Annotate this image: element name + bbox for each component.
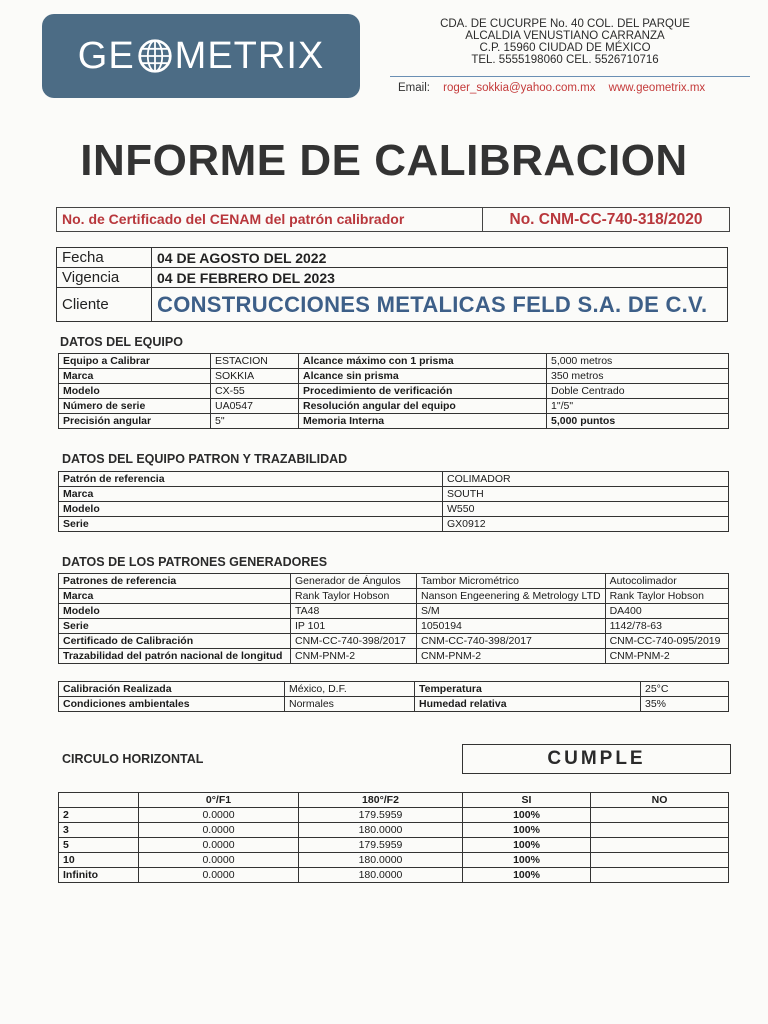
table-cell: CNM-CC-740-398/2017 [417,634,606,649]
table-cell: 5,000 puntos [547,414,729,429]
section-heading: DATOS DEL EQUIPO PATRON Y TRAZABILIDAD [62,452,348,466]
table-cell: México, D.F. [285,682,415,697]
globe-icon [137,38,173,74]
table-row [59,414,729,429]
table-cell: Nanson Engeenering & Metrology LTD [417,589,606,604]
table-cell: 0.0000 [139,868,299,883]
table-cell: Doble Centrado [547,384,729,399]
column-header: 180°/F2 [299,793,463,808]
table-cell: Trazabilidad del patrón nacional de longitud [59,649,291,664]
table-cell: Patrón de referencia [59,472,443,487]
table-cell: SOUTH [443,487,729,502]
address-line: CDA. DE CUCURPE No. 40 COL. DEL PARQUE [440,18,690,30]
table-cell: Autocolimador [605,574,728,589]
table-cell: Temperatura [415,682,641,697]
table-row [59,472,729,487]
client-info-table [56,247,728,322]
table-row [59,682,729,697]
table-cell: Equipo a Calibrar [59,354,211,369]
table-cell: 25°C [641,682,729,697]
table-cell: TA48 [291,604,417,619]
certificate-row [56,207,730,232]
table-cell: 1"/5" [547,399,729,414]
table-cell [591,853,729,868]
company-address [392,18,738,66]
table-cell: 5" [211,414,299,429]
table-cell: 100% [463,868,591,883]
table-row [59,369,729,384]
table-cell: COLIMADOR [443,472,729,487]
table-cell: Marca [59,369,211,384]
table-cell: SOKKIA [211,369,299,384]
table-cell [591,823,729,838]
email-label: Email: [398,82,430,94]
email-link[interactable]: roger_sokkia@yahoo.com.mx [443,82,596,94]
table-cell: 0.0000 [139,838,299,853]
table-row [59,399,729,414]
table-cell: 180.0000 [299,823,463,838]
table-cell: Modelo [59,502,443,517]
table-cell: Procedimiento de verificación [299,384,547,399]
address-line: TEL. 5555198060 CEL. 5526710716 [471,54,659,66]
header-divider [390,76,750,77]
fecha-label: Fecha [57,248,152,268]
table-cell: Serie [59,619,291,634]
table-cell: 179.5959 [299,838,463,853]
table-cell: 5 [59,838,139,853]
table-cell: CNM-CC-740-398/2017 [291,634,417,649]
table-cell: Tambor Micrométrico [417,574,606,589]
table-cell: Modelo [59,384,211,399]
table-cell: 179.5959 [299,808,463,823]
table-cell: Rank Taylor Hobson [291,589,417,604]
table-row [59,823,729,838]
section-heading: DATOS DEL EQUIPO [60,335,183,349]
table-cell: Alcance sin prisma [299,369,547,384]
table-cell: CNM-CC-740-095/2019 [605,634,728,649]
table-row [59,619,729,634]
table-cell: Modelo [59,604,291,619]
table-row [59,808,729,823]
table-cell: CNM-PNM-2 [417,649,606,664]
fecha-value: 04 DE AGOSTO DEL 2022 [152,248,728,268]
table-cell [591,868,729,883]
table-cell: CNM-PNM-2 [605,649,728,664]
certificate-value: No. CNM-CC-740-318/2020 [509,211,703,228]
equipo-table [58,353,729,429]
table-cell: 0.0000 [139,853,299,868]
logo-text-right: METRIX [174,34,325,77]
table-cell: 5,000 metros [547,354,729,369]
table-cell: Resolución angular del equipo [299,399,547,414]
company-logo [42,14,360,98]
table-cell: Número de serie [59,399,211,414]
table-cell: 100% [463,823,591,838]
table-cell: 0.0000 [139,823,299,838]
table-row [59,649,729,664]
table-cell: IP 101 [291,619,417,634]
table-cell: Infinito [59,868,139,883]
address-line: ALCALDIA VENUSTIANO CARRANZA [465,30,665,42]
table-row [59,604,729,619]
column-header: NO [591,793,729,808]
table-cell: Certificado de Calibración [59,634,291,649]
vigencia-label: Vigencia [57,268,152,288]
table-cell: Normales [285,697,415,712]
circulo-table [58,792,729,883]
table-cell: Alcance máximo con 1 prisma [299,354,547,369]
table-cell: Marca [59,589,291,604]
status-badge: CUMPLE [462,744,731,774]
table-cell: 2 [59,808,139,823]
table-cell: Rank Taylor Hobson [605,589,728,604]
logo-text-left: GE [77,34,135,77]
contact-line [398,82,705,94]
table-cell: 180.0000 [299,868,463,883]
generadores-table [58,573,729,664]
table-cell: 100% [463,838,591,853]
table-cell: 1142/78-63 [605,619,728,634]
cliente-label: Cliente [57,288,152,322]
certificate-label: No. de Certificado del CENAM del patrón calibrador [57,208,483,231]
section-heading: DATOS DE LOS PATRONES GENERADORES [62,555,328,569]
table-cell: Patrones de referencia [59,574,291,589]
table-cell: Marca [59,487,443,502]
table-row [59,853,729,868]
table-cell: S/M [417,604,606,619]
table-row [59,589,729,604]
table-row [57,268,728,288]
table-cell: GX0912 [443,517,729,532]
table-cell: 100% [463,853,591,868]
table-cell: 10 [59,853,139,868]
table-row [59,384,729,399]
table-cell: CX-55 [211,384,299,399]
website-link[interactable]: www.geometrix.mx [608,82,706,94]
table-cell: Precisión angular [59,414,211,429]
table-row [59,634,729,649]
conditions-table [58,681,729,712]
table-cell: 1050194 [417,619,606,634]
table-row [59,517,729,532]
table-cell: Generador de Ángulos [291,574,417,589]
table-cell: Humedad relativa [415,697,641,712]
table-row [57,248,728,268]
table-row [59,502,729,517]
table-cell: UA0547 [211,399,299,414]
table-row [59,868,729,883]
table-row [59,697,729,712]
table-cell: 0.0000 [139,808,299,823]
table-cell: Serie [59,517,443,532]
table-cell: Condiciones ambientales [59,697,285,712]
table-cell: 35% [641,697,729,712]
table-cell: W550 [443,502,729,517]
table-cell [591,838,729,853]
table-row [59,354,729,369]
table-cell: 350 metros [547,369,729,384]
table-row [59,838,729,853]
table-row [59,574,729,589]
column-header: SI [463,793,591,808]
page-title: INFORME DE CALIBRACION [80,136,688,185]
column-header: 0°/F1 [139,793,299,808]
column-header [59,793,139,808]
table-row [57,288,728,322]
table-cell: Calibración Realizada [59,682,285,697]
cliente-value: CONSTRUCCIONES METALICAS FELD S.A. DE C.V. [152,288,728,322]
address-line: C.P. 15960 CIUDAD DE MÉXICO [479,42,651,54]
table-cell [591,808,729,823]
table-cell: 100% [463,808,591,823]
table-cell: Memoria Interna [299,414,547,429]
table-cell: 180.0000 [299,853,463,868]
section-heading: CIRCULO HORIZONTAL [62,752,204,766]
table-cell: CNM-PNM-2 [291,649,417,664]
table-cell: ESTACION [211,354,299,369]
table-cell: 3 [59,823,139,838]
table-header-row [59,793,729,808]
patron-table [58,471,729,532]
table-row [59,487,729,502]
table-cell: DA400 [605,604,728,619]
vigencia-value: 04 DE FEBRERO DEL 2023 [152,268,728,288]
